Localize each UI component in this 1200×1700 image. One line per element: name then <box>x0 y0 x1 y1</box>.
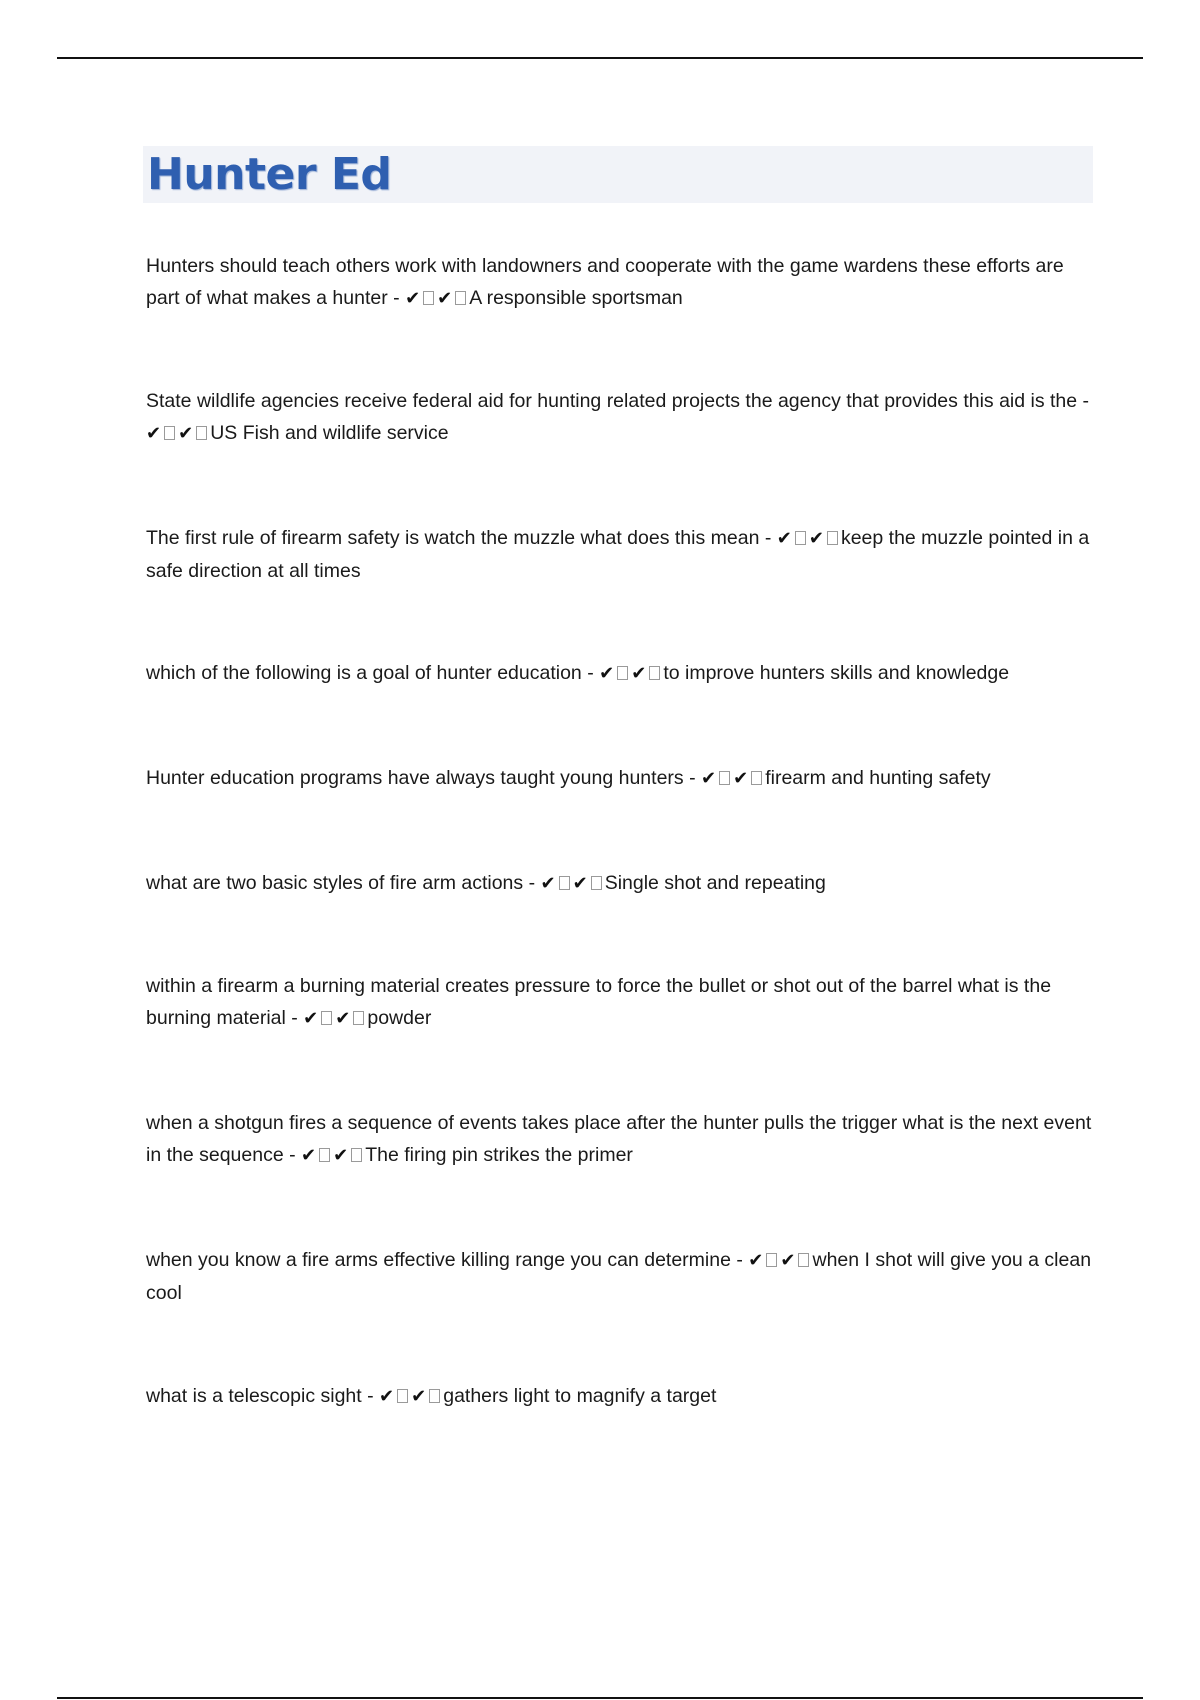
qa-item <box>146 522 1096 587</box>
check-icon: ✔ <box>405 288 421 309</box>
check-icon: ✔ <box>333 1145 349 1166</box>
qa-item <box>146 250 1096 315</box>
answer-text: to improve hunters skills and knowledge <box>663 662 1010 684</box>
check-icon: ✔ <box>379 1386 395 1407</box>
check-icon: ✔ <box>631 663 647 684</box>
bottom-rule <box>57 1697 1143 1699</box>
check-icon: ✔ <box>178 423 194 444</box>
qa-item <box>146 762 1096 795</box>
document-title: Hunter Ed <box>147 149 392 200</box>
answer-text: US Fish and wildlife service <box>210 422 449 444</box>
question-text: Hunter education programs have always taught young hunters <box>146 767 684 789</box>
title-band <box>143 146 1093 203</box>
missing-glyph-box-icon <box>351 1148 362 1162</box>
answer-text: keep the muzzle pointed in a safe direction at all times <box>146 527 1090 582</box>
missing-glyph-box-icon <box>397 1389 408 1403</box>
question-text: which of the following is a goal of hunter education <box>146 662 582 684</box>
qa-item <box>146 1380 1096 1413</box>
answer-text: The firing pin strikes the primer <box>365 1144 633 1166</box>
question-text: State wildlife agencies receive federal aid for hunting related projects the agency that provides this aid is the <box>146 390 1078 412</box>
missing-glyph-box-icon <box>795 531 806 545</box>
missing-glyph-box-icon <box>798 1253 809 1267</box>
missing-glyph-box-icon <box>319 1148 330 1162</box>
check-icon: ✔ <box>776 528 792 549</box>
question-text: when you know a fire arms effective killing range you can determine <box>146 1249 731 1271</box>
missing-glyph-box-icon <box>751 771 762 785</box>
qa-item <box>146 1244 1096 1309</box>
question-text: what are two basic styles of fire arm actions <box>146 872 524 894</box>
missing-glyph-box-icon <box>591 876 602 890</box>
qa-item <box>146 1107 1096 1172</box>
missing-glyph-box-icon <box>321 1011 332 1025</box>
separator: - <box>1077 390 1090 412</box>
top-rule <box>57 57 1143 59</box>
missing-glyph-box-icon <box>617 666 628 680</box>
question-text: what is a telescopic sight <box>146 1385 362 1407</box>
missing-glyph-box-icon <box>429 1389 440 1403</box>
separator: - <box>361 1385 380 1407</box>
missing-glyph-box-icon <box>353 1011 364 1025</box>
qa-item <box>146 970 1096 1035</box>
missing-glyph-box-icon <box>196 426 207 440</box>
missing-glyph-box-icon <box>649 666 660 680</box>
separator: - <box>285 1007 304 1029</box>
separator: - <box>730 1249 749 1271</box>
question-text: within a firearm a burning material creates pressure to force the bullet or shot out of the barrel what is the burning material <box>146 975 1052 1029</box>
qa-item <box>146 657 1096 690</box>
answer-text: powder <box>367 1007 432 1029</box>
check-icon: ✔ <box>437 288 453 309</box>
check-icon: ✔ <box>572 873 588 894</box>
answer-text: firearm and hunting safety <box>765 767 991 789</box>
separator: - <box>759 527 777 549</box>
answer-text: Single shot and repeating <box>604 872 826 894</box>
check-icon: ✔ <box>301 1145 317 1166</box>
check-icon: ✔ <box>335 1008 351 1029</box>
missing-glyph-box-icon <box>827 531 838 545</box>
question-text: when a shotgun fires a sequence of events takes place after the hunter pulls the trigger what is the next event in the sequence <box>146 1112 1092 1166</box>
check-icon: ✔ <box>808 528 824 549</box>
check-icon: ✔ <box>748 1250 764 1271</box>
missing-glyph-box-icon <box>455 291 466 305</box>
missing-glyph-box-icon <box>719 771 730 785</box>
separator: - <box>683 767 702 789</box>
answer-text: when I shot will give you a clean cool <box>146 1249 1092 1304</box>
missing-glyph-box-icon <box>766 1253 777 1267</box>
separator: - <box>581 662 600 684</box>
check-icon: ✔ <box>599 663 615 684</box>
separator: - <box>387 287 406 309</box>
separator: - <box>283 1144 302 1166</box>
check-icon: ✔ <box>733 768 749 789</box>
answer-text: A responsible sportsman <box>469 287 683 309</box>
check-icon: ✔ <box>411 1386 427 1407</box>
qa-item <box>146 867 1096 900</box>
qa-item <box>146 385 1096 450</box>
check-icon: ✔ <box>303 1008 319 1029</box>
question-text: Hunters should teach others work with landowners and cooperate with the game wardens these efforts are part of what makes a hunter <box>146 255 1064 309</box>
check-icon: ✔ <box>540 873 556 894</box>
missing-glyph-box-icon <box>423 291 434 305</box>
separator: - <box>523 872 541 894</box>
missing-glyph-box-icon <box>164 426 175 440</box>
answer-text: gathers light to magnify a target <box>443 1385 717 1407</box>
question-text: The first rule of firearm safety is watch the muzzle what does this mean <box>146 527 760 549</box>
check-icon: ✔ <box>780 1250 796 1271</box>
missing-glyph-box-icon <box>559 876 570 890</box>
check-icon: ✔ <box>146 423 162 444</box>
check-icon: ✔ <box>701 768 717 789</box>
